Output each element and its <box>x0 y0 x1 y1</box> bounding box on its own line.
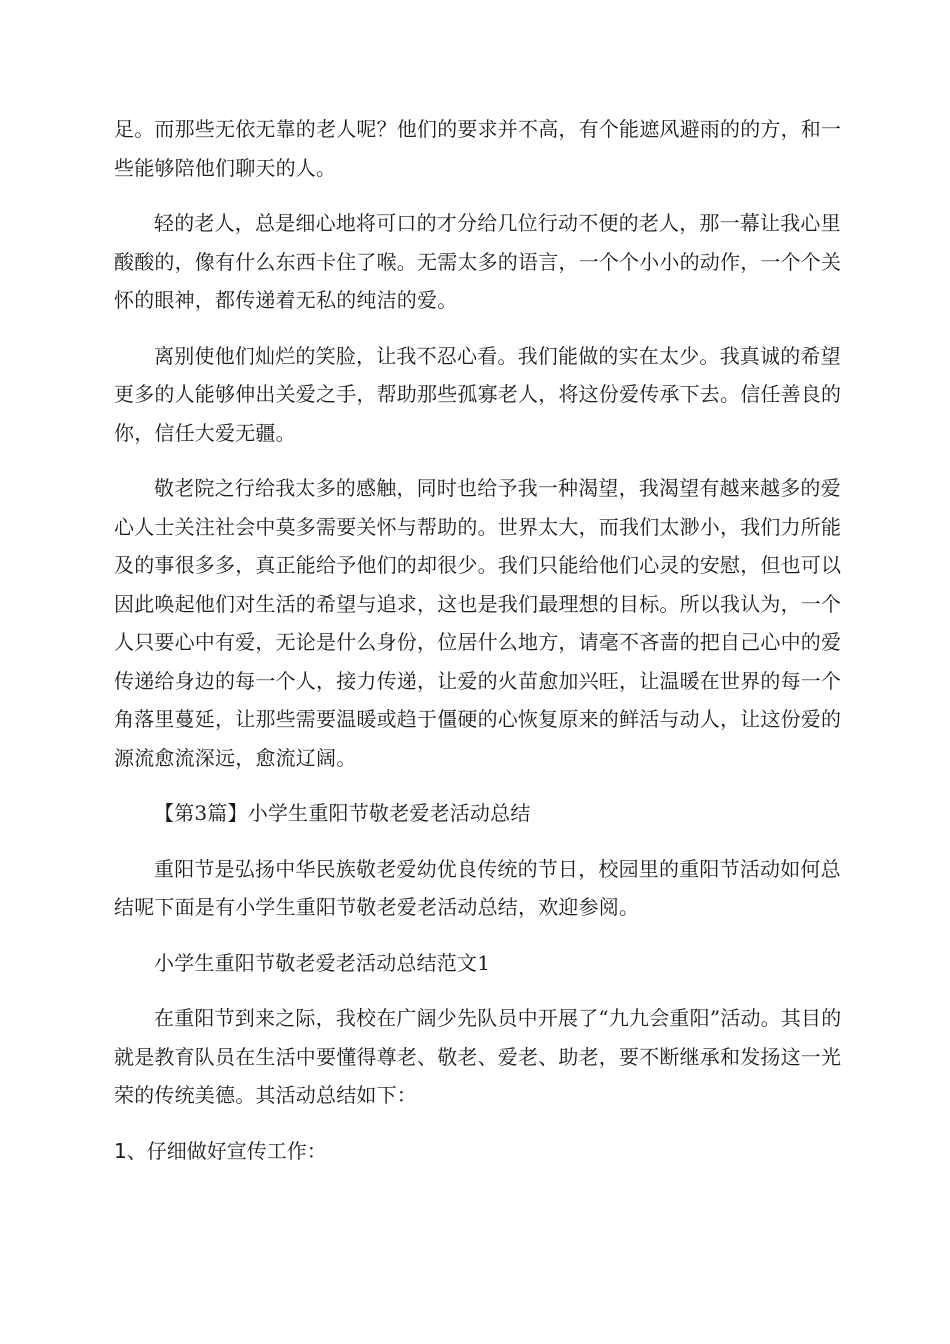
subsection-title: 小学生重阳节敬老爱老活动总结范文1 <box>154 950 491 975</box>
paragraph-intro: 重阳节是弘扬中华民族敬老爱幼优良传统的节日，校园里的重阳节活动如何总结呢下面是有小学生重阳节敬老爱老活动总结，欢迎参阅。 <box>114 856 841 919</box>
paragraph-gap <box>114 452 844 469</box>
paragraph-farewell: 离别使他们灿烂的笑脸，让我不忍心看。我们能做的实在太少。我真诚的希望更多的人能够伸出关爱之手，帮助那些孤寡老人，将这份爱传承下去。信任善良的你，信任大爱无疆。 <box>114 343 842 445</box>
numbered-heading: 1、仔细做好宣传工作： <box>114 1138 327 1163</box>
document-body <box>114 110 844 1170</box>
paragraph-continuation: 足。而那些无依无靠的老人呢？他们的要求并不高，有个能遮风避雨的的方，和一些能够陪他们聊天的人。 <box>114 117 842 180</box>
paragraph-elderly-care: 轻的老人，总是细心地将可口的才分给几位行动不便的老人，那一幕让我心里酸酸的，像有什么东西卡住了喉。无需太多的语言，一个个小小的动作，一个个关怀的眼神，都传递着无私的纯洁的爱。 <box>114 211 842 312</box>
paragraph-gap <box>114 777 844 794</box>
paragraph-gap <box>114 1115 844 1132</box>
paragraph-activity: 在重阳节到来之际，我校在广阔少先队员中开展了“九九会重阳”活动。其目的就是教育队员在生活中要懂得尊老、敬老、爱老、助老，要不断继承和发扬这一光荣的传统美德。其活动总结如下： <box>114 1006 842 1107</box>
paragraph-gap <box>114 927 844 944</box>
paragraph-gap <box>114 982 844 999</box>
section-title: 【第3篇】小学生重阳节敬老爱老活动总结 <box>154 801 531 825</box>
paragraph-gap <box>114 320 844 337</box>
paragraph-reflection: 敬老院之行给我太多的感触，同时也给予我一种渴望，我渴望有越来越多的爱心人士关注社会中莫多需要关怀与帮助的。世界太大，而我们太渺小，我们力所能及的事很多多，真正能给予他们的却很少。我们只能给他们心灵的安慰，但也可以因此唤起他们对生活的希望与追求，这也是我们最理想的目标。所以我认为，一个人只要心中有爱，无论是什么身份，位居什么地方，请毫不吝啬的把自己心中的爱传递给身边的每一个人，接力传递，让爱的火苗愈加兴旺，让温暖在世界的每一个角落里蔓延，让那些需要温暖或趋于僵硬的心恢复原来的鲜活与动人，让这份爱的源流愈流深远，愈流辽阔。 <box>114 476 842 770</box>
paragraph-gap <box>114 187 844 204</box>
paragraph-gap <box>114 833 844 850</box>
